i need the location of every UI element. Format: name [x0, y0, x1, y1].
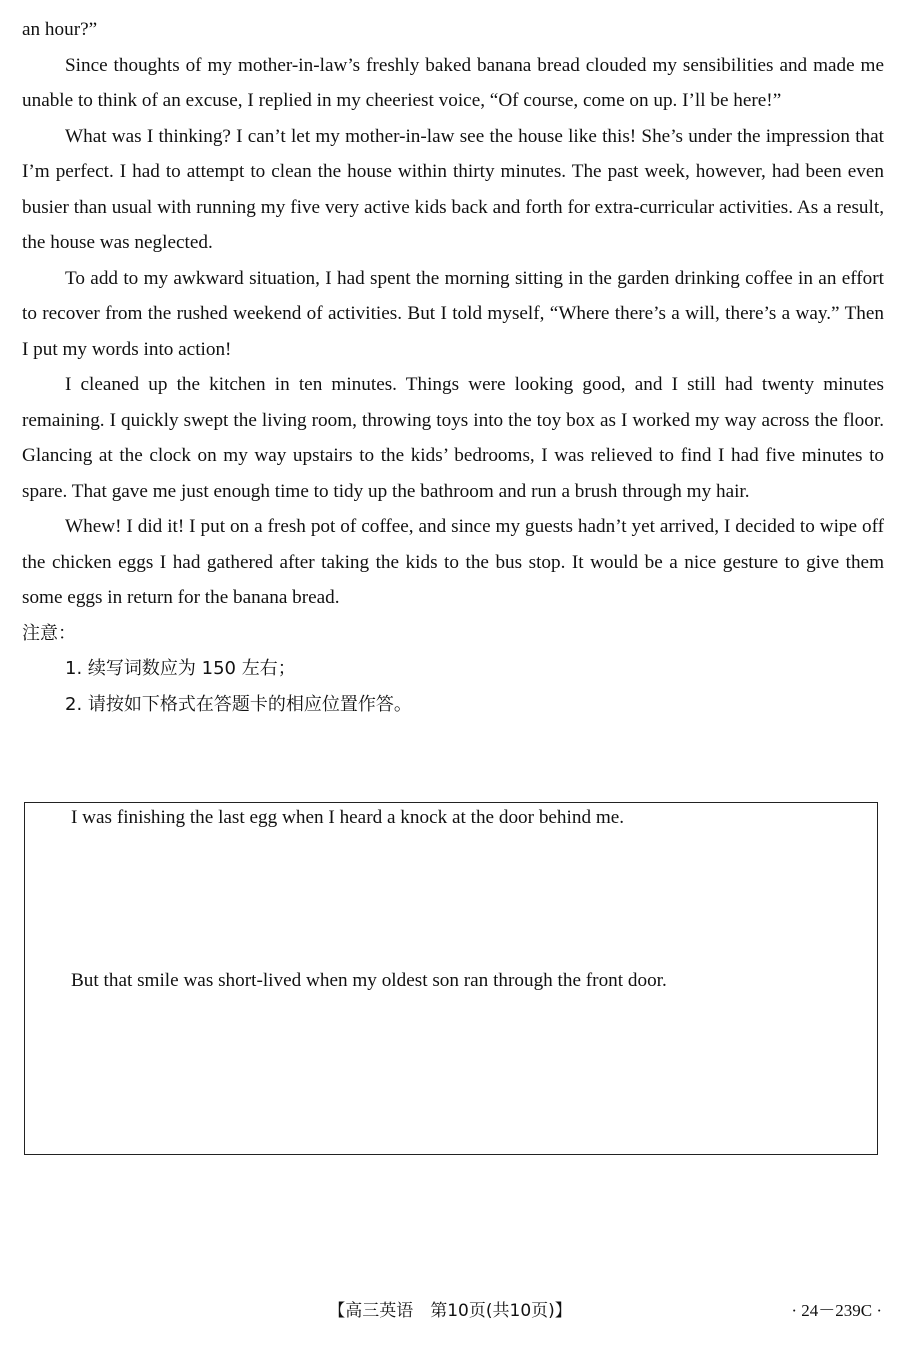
passage-paragraph-1: an hour?”	[22, 19, 98, 40]
passage-paragraph-3: What was I thinking? I can’t let my mother-in-law see the house like this! She’s under the impression that I’m perfect. I had to attempt to clean the house within thirty minutes. The past week, however, had been even busier than usual with running my five very active kids back and forth for extra-curricular activities. As a result, the house was neglected.	[22, 125, 884, 253]
passage-paragraph-4: To add to my awkward situation, I had spent the morning sitting in the garden drinking coffee in an effort to recover from the rushed weekend of activities. But I told myself, “Where there’s a will, there’s a way.” Then I put my words into action!	[22, 267, 884, 360]
passage-paragraph-6: Whew! I did it! I put on a fresh pot of coffee, and since my guests hadn’t yet arrived, I decided to wipe off the chicken eggs I had gathered after taking the kids to the bus stop. It would be a nice gesture to give them some eggs in return for the banana bread.	[22, 516, 884, 608]
passage-paragraph-2: Since thoughts of my mother-in-law’s freshly baked banana bread clouded my sensibilities and made me unable to think of an excuse, I replied in my cheeriest voice, “Of course, come on up. I’ll be here!”	[22, 54, 884, 111]
answer-box-second-paragraph-line: But that smile was short-lived when my oldest son ran through the front door.	[71, 970, 667, 991]
passage	[22, 12, 884, 722]
notes-item-word-count: 1. 续写词数应为 150 左右；	[65, 658, 296, 679]
notes-item-format: 2. 请按如下格式在答题卡的相应位置作答。	[65, 693, 412, 715]
notes-label: 注意：	[22, 622, 76, 644]
answer-box	[24, 802, 878, 1155]
footer-exam-code: · 24－239C ·	[791, 1301, 882, 1320]
answer-box-opening-line: I was finishing the last egg when I heard a knock at the door behind me.	[71, 807, 625, 828]
footer-page-info: 【高三英语 第10页(共10页)】	[328, 1301, 572, 1321]
passage-paragraph-5: I cleaned up the kitchen in ten minutes. Things were looking good, and I still had twenty minutes remaining. I quickly swept the living room, throwing toys into the toy box as I worked my way across the floor. Glancing at the clock on my way upstairs to the kids’ bedrooms, I was relieved to find I had five minutes to spare. That gave me just enough time to tidy up the bathroom and run a brush through my hair.	[22, 374, 884, 502]
